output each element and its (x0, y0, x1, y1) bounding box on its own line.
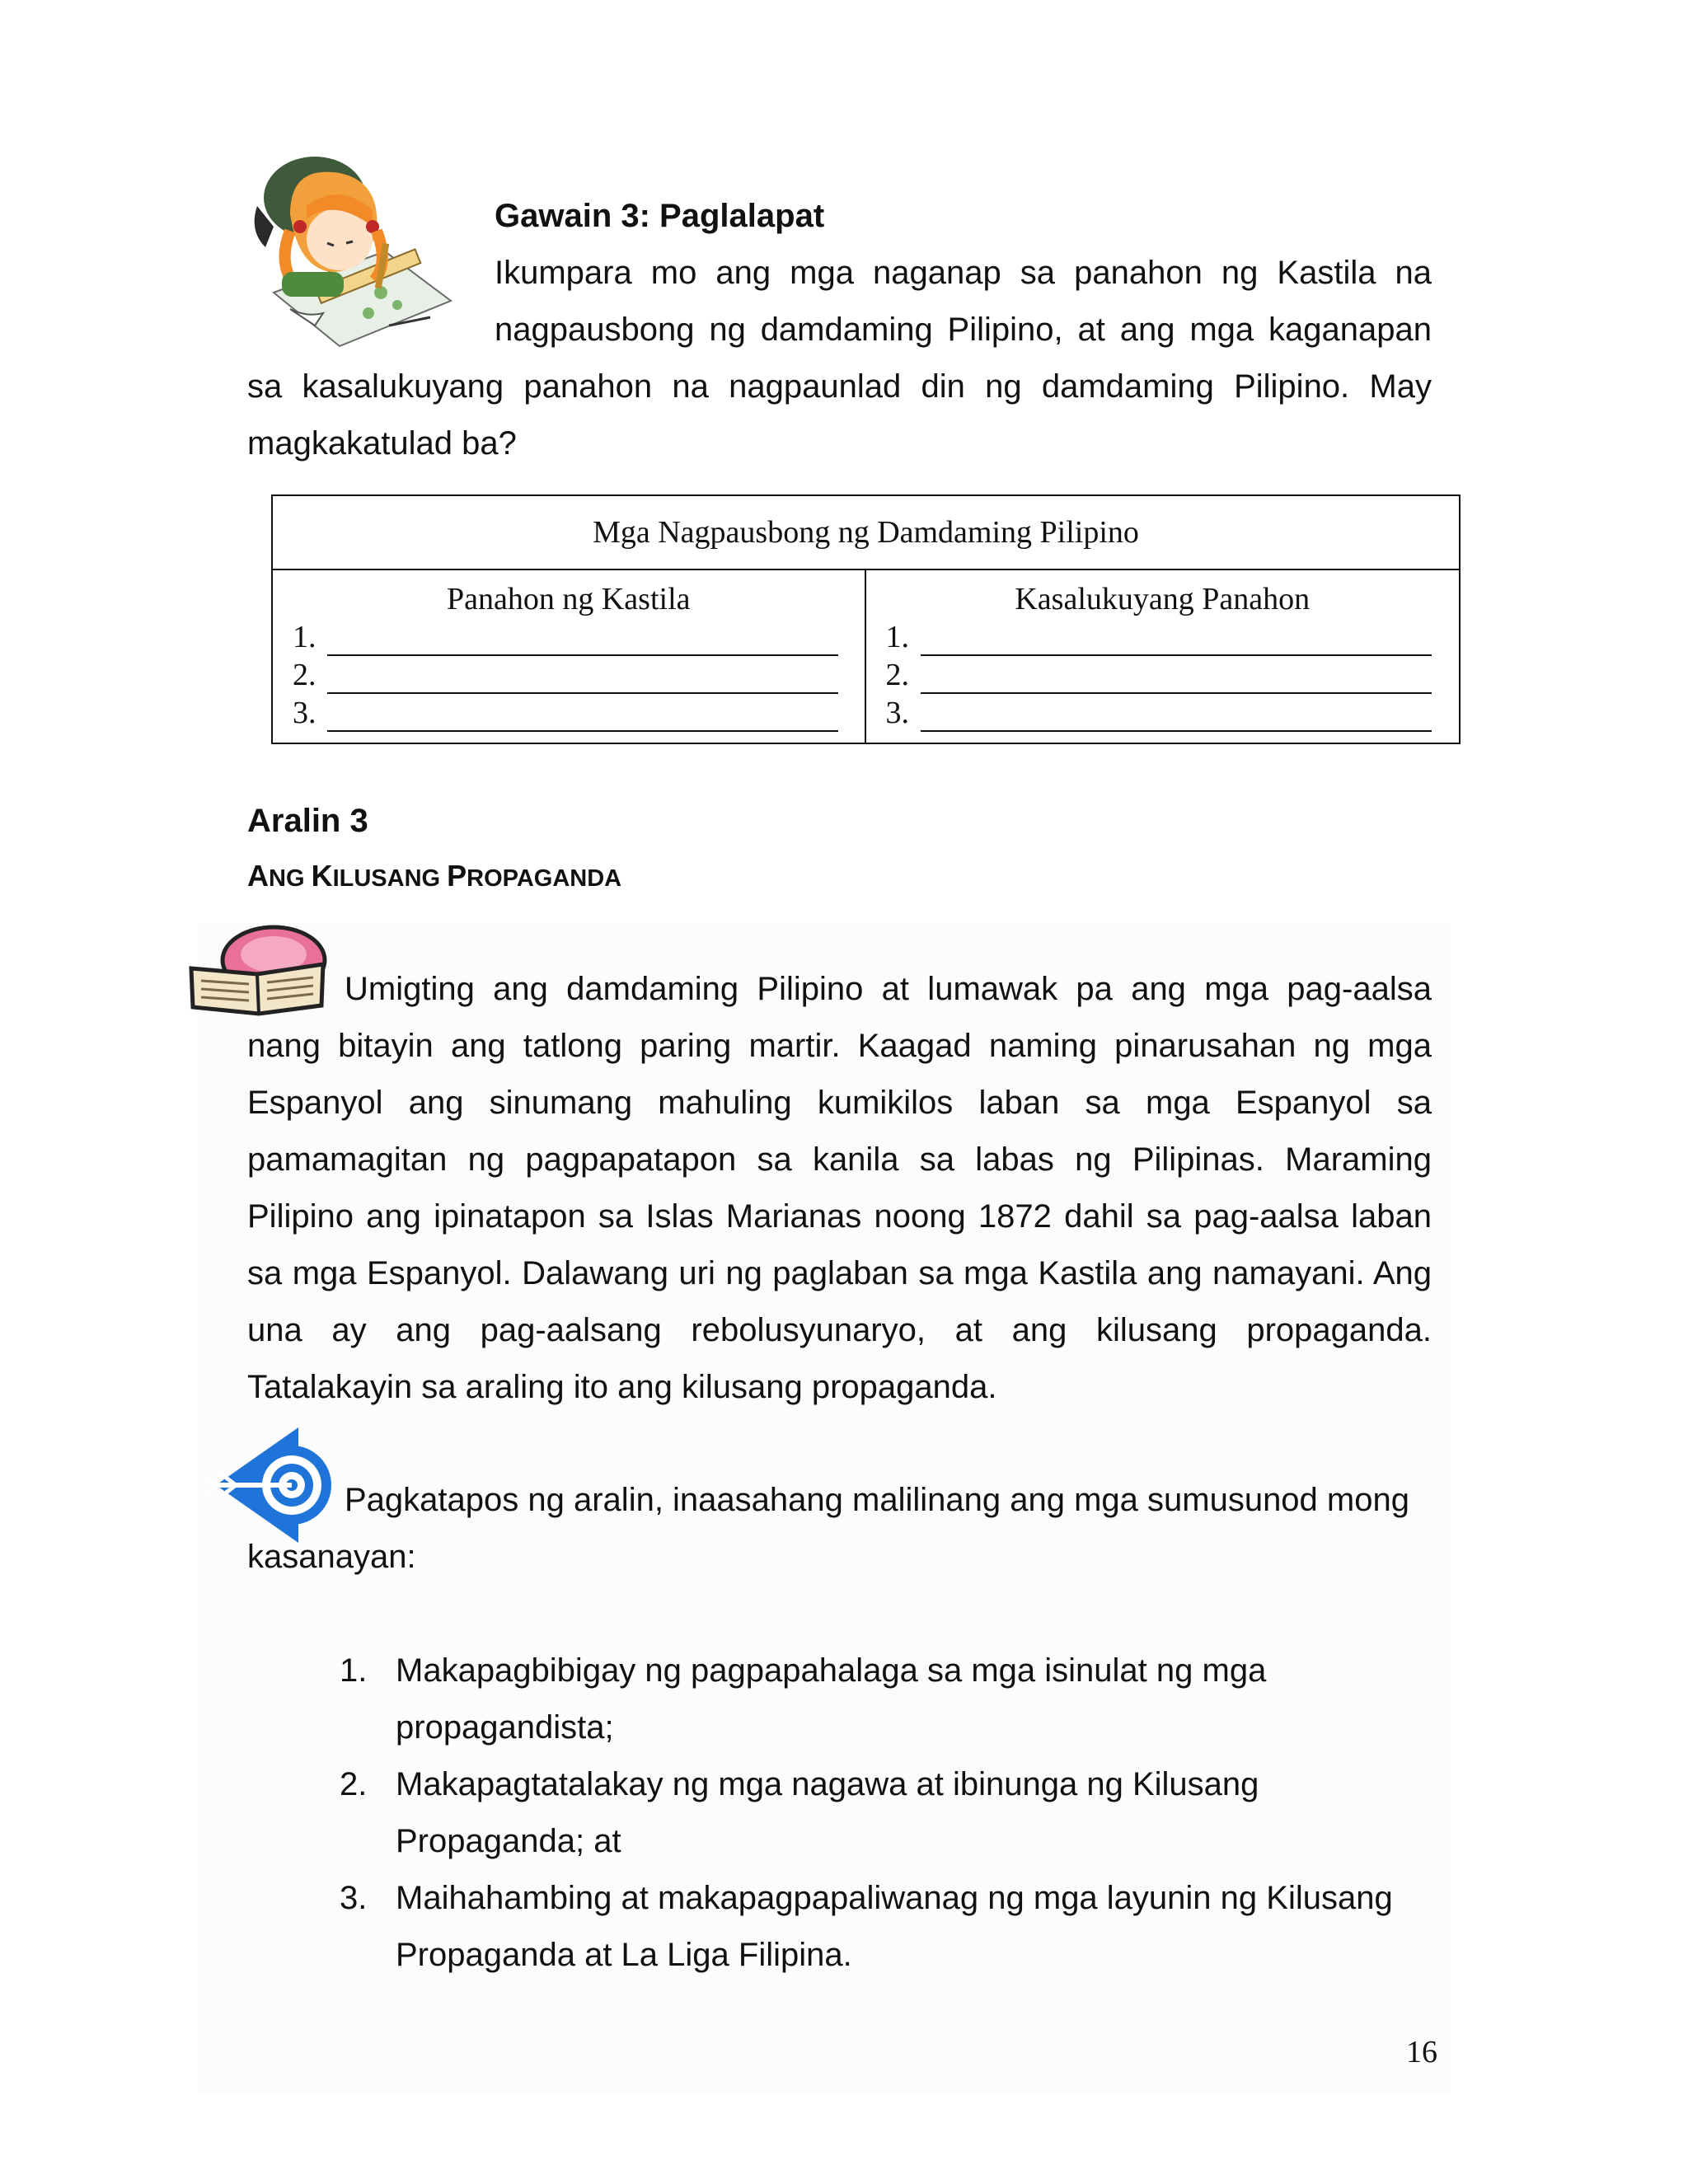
row-number: 2. (293, 658, 316, 692)
intro-line-4: pamamagitan ng pagpapatapon sa kanila sa labas ng Pilipinas. Maraming (247, 1141, 1432, 1178)
item-number: 3. (340, 1880, 368, 1916)
column-title: Kasalukuyang Panahon (1015, 582, 1311, 616)
fill-in-blank[interactable] (327, 663, 838, 694)
row-number: 1. (885, 620, 909, 654)
girl-drawing-icon (241, 148, 463, 354)
item-line: Maihahambing at makapagpapaliwanag ng mga layunin ng Kilusang (396, 1880, 1393, 1916)
blank-row (293, 694, 865, 732)
row-number: 3. (293, 696, 316, 730)
gawain-line-2: nagpausbong ng damdaming Pilipino, at ang mga kaganapan (495, 312, 1432, 348)
intro-line-5: Pilipino ang ipinatapon sa Islas Marianas noong 1872 dahil sa pag-aalsa laban (247, 1198, 1432, 1235)
aralin-label: Aralin 3 (247, 803, 368, 839)
item-line: Propaganda; at (396, 1823, 621, 1859)
blank-row (886, 656, 1460, 694)
title-part: K (311, 859, 333, 893)
blank-row (886, 694, 1460, 732)
item-text (396, 1756, 1259, 1870)
list-item (340, 1870, 1477, 1984)
title-part: ROPAGANDA (467, 865, 622, 892)
fill-in-blank[interactable] (921, 625, 1432, 656)
fill-in-blank[interactable] (327, 701, 838, 732)
fill-in-blank[interactable] (921, 663, 1432, 694)
page-number: 16 (1406, 2035, 1437, 2069)
aralin-title (247, 851, 621, 903)
intro-line-8: Tatalakayin sa araling ito ang kilusang propaganda. (247, 1369, 997, 1405)
objectives-intro-line-2: kasanayan: (247, 1539, 416, 1575)
objectives-intro-line-1: Pagkatapos ng aralin, inaasahang malilinang ang mga sumusunod mong (345, 1482, 1409, 1518)
fill-in-blank[interactable] (921, 701, 1432, 732)
table-header: Mga Nagpausbong ng Damdaming Pilipino (273, 496, 1459, 570)
row-number: 1. (293, 620, 316, 654)
item-line: Makapagtatalakay ng mga nagawa at ibinunga ng Kilusang (396, 1766, 1259, 1802)
table-column-kasalukuyan (866, 570, 1460, 743)
comparison-table (271, 494, 1461, 744)
list-item (340, 1756, 1477, 1870)
open-book-icon (183, 923, 331, 1018)
item-number: 1. (340, 1652, 368, 1689)
item-number: 2. (340, 1766, 368, 1802)
item-line: propagandista; (396, 1709, 614, 1746)
intro-line-6: sa mga Espanyol. Dalawang uri ng paglaban sa mga Kastila ang namayani. Ang (247, 1255, 1432, 1291)
blank-row (293, 618, 865, 656)
title-part: ILUSANG (332, 865, 448, 892)
title-part: A (247, 859, 269, 893)
list-item (340, 1643, 1477, 1756)
intro-line-1: Umigting ang damdaming Pilipino at lumawak pa ang mga pag-aalsa (345, 971, 1432, 1007)
gawain-line-4: magkakatulad ba? (247, 425, 517, 462)
objectives-list (340, 1643, 1477, 1984)
item-text (396, 1870, 1393, 1984)
column-title: Panahon ng Kastila (446, 582, 691, 616)
blank-row (293, 656, 865, 694)
intro-line-2: nang bitayin ang tatlong paring martir. Kaagad naming pinarusahan ng mga (247, 1028, 1432, 1064)
item-text (396, 1643, 1266, 1756)
title-part: P (447, 859, 467, 893)
gawain-line-1: Ikumpara mo ang mga naganap sa panahon ng Kastila na (495, 255, 1432, 291)
row-number: 2. (885, 658, 909, 692)
item-line: Makapagbibigay ng pagpapahalaga sa mga isinulat ng mga (396, 1652, 1267, 1689)
gawain-title: Gawain 3: Paglalapat (495, 198, 825, 234)
blank-row (886, 618, 1460, 656)
title-part: NG (269, 865, 312, 892)
fill-in-blank[interactable] (327, 625, 838, 656)
row-number: 3. (885, 696, 909, 730)
table-column-kastila (273, 570, 866, 743)
gawain-line-3: sa kasalukuyang panahon na nagpaunlad din ng damdaming Pilipino. May (247, 368, 1432, 405)
intro-line-7: una ay ang pag-aalsang rebolusyunaryo, at ang kilusang propaganda. (247, 1312, 1432, 1348)
item-line: Propaganda at La Liga Filipina. (396, 1937, 852, 1973)
intro-line-3: Espanyol ang sinumang mahuling kumikilos laban sa mga Espanyol sa (247, 1085, 1432, 1121)
